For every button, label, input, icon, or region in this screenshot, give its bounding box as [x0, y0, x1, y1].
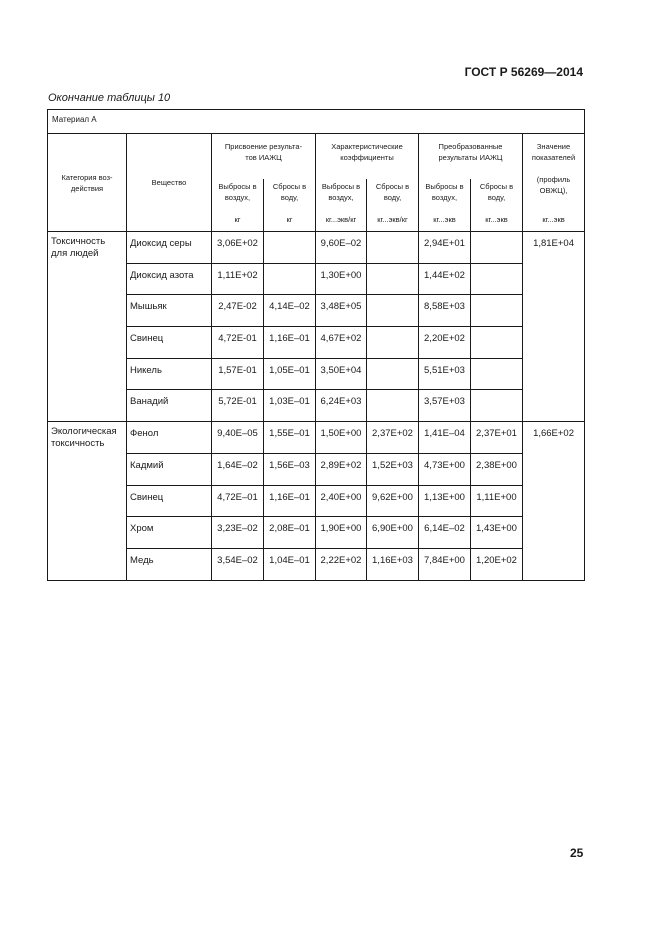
value-cell-c-water: [367, 232, 419, 264]
value-cell-a-air: 3,06E+02: [212, 232, 264, 264]
value-cell-c-air: 2,22E+02: [316, 548, 367, 580]
indicator-cell: 1,81E+04: [523, 232, 585, 422]
value-cell-a-air: 1,11E+02: [212, 263, 264, 295]
header-group-converted: Преобразованные результаты ИАЖЦ: [419, 134, 523, 180]
material-label: Материал А: [48, 110, 585, 134]
value-cell-c-air: 2,89E+02: [316, 453, 367, 485]
header-unit-assign-air: кг: [212, 211, 264, 232]
value-cell-a-water: 4,14E–02: [264, 295, 316, 327]
value-cell-c-water: [367, 295, 419, 327]
indicator-cell: 1,66E+02: [523, 422, 585, 580]
header-unit-char-air: кг...экв/кг: [316, 211, 367, 232]
table-body: [48, 232, 585, 581]
value-cell-p-air: 8,58E+03: [419, 295, 471, 327]
substance-cell: Свинец: [127, 485, 212, 517]
value-cell-a-air: 1,64E–02: [212, 453, 264, 485]
value-cell-p-water: [471, 327, 523, 359]
header-char-water: Сбросы в воду,: [367, 179, 419, 211]
value-cell-c-water: 6,90E+00: [367, 517, 419, 549]
header-unit-char-water: кг...экв/кг: [367, 211, 419, 232]
value-cell-p-water: [471, 358, 523, 390]
substance-cell: Мышьяк: [127, 295, 212, 327]
value-cell-c-air: 1,30E+00: [316, 263, 367, 295]
header-indicator: Значение показателей (профиль ОВЖЦ),: [523, 134, 585, 212]
value-cell-a-air: 4,72E–01: [212, 485, 264, 517]
table-row: [48, 453, 585, 485]
header-unit-conv-air: кг...экв: [419, 211, 471, 232]
header-char-air: Выбросы в воздух,: [316, 179, 367, 211]
value-cell-p-air: 1,13E+00: [419, 485, 471, 517]
substance-cell: Свинец: [127, 327, 212, 359]
value-cell-c-air: 1,50E+00: [316, 422, 367, 454]
substance-cell: Диоксид азота: [127, 263, 212, 295]
value-cell-p-water: 2,37E+01: [471, 422, 523, 454]
value-cell-p-water: [471, 232, 523, 264]
value-cell-p-water: 1,11E+00: [471, 485, 523, 517]
value-cell-p-water: [471, 295, 523, 327]
table-row: [48, 232, 585, 264]
table-caption: Окончание таблицы 10: [48, 92, 171, 104]
value-cell-c-water: [367, 263, 419, 295]
substance-cell: Кадмий: [127, 453, 212, 485]
value-cell-c-water: 9,62E+00: [367, 485, 419, 517]
data-table: [47, 109, 585, 581]
header-assign-water: Сбросы в воду,: [264, 179, 316, 211]
value-cell-a-water: [264, 263, 316, 295]
value-cell-a-air: 4,72E-01: [212, 327, 264, 359]
value-cell-a-air: 2,47E-02: [212, 295, 264, 327]
value-cell-c-water: 2,37E+02: [367, 422, 419, 454]
substance-cell: Никель: [127, 358, 212, 390]
value-cell-p-air: 7,84E+00: [419, 548, 471, 580]
table-row: [48, 295, 585, 327]
value-cell-a-water: 1,04E–01: [264, 548, 316, 580]
value-cell-p-water: [471, 390, 523, 422]
substance-cell: Диоксид серы: [127, 232, 212, 264]
value-cell-p-air: 5,51E+03: [419, 358, 471, 390]
value-cell-a-air: 3,23E–02: [212, 517, 264, 549]
header-category: Категория воз- действия: [48, 134, 127, 232]
header-unit-conv-water: кг...экв: [471, 211, 523, 232]
value-cell-a-water: 1,05E–01: [264, 358, 316, 390]
value-cell-a-water: 1,16E–01: [264, 485, 316, 517]
value-cell-p-air: 1,44E+02: [419, 263, 471, 295]
value-cell-p-air: 1,41E–04: [419, 422, 471, 454]
value-cell-p-water: 1,43E+00: [471, 517, 523, 549]
header-conv-air: Выбросы в воздух,: [419, 179, 471, 211]
category-cell: Экологическая токсичность: [48, 422, 127, 580]
value-cell-a-water: [264, 232, 316, 264]
value-cell-c-air: 2,40E+00: [316, 485, 367, 517]
value-cell-c-air: 3,50E+04: [316, 358, 367, 390]
value-cell-p-air: 6,14E–02: [419, 517, 471, 549]
value-cell-p-water: 1,20E+02: [471, 548, 523, 580]
value-cell-p-air: 2,20E+02: [419, 327, 471, 359]
substance-cell: Фенол: [127, 422, 212, 454]
value-cell-c-air: 4,67E+02: [316, 327, 367, 359]
value-cell-c-air: 1,90E+00: [316, 517, 367, 549]
value-cell-c-water: 1,16E+03: [367, 548, 419, 580]
value-cell-c-water: [367, 327, 419, 359]
header-conv-water: Сбросы в воду,: [471, 179, 523, 211]
value-cell-a-water: 1,16E–01: [264, 327, 316, 359]
value-cell-p-air: 2,94E+01: [419, 232, 471, 264]
value-cell-c-air: 6,24E+03: [316, 390, 367, 422]
value-cell-p-water: [471, 263, 523, 295]
table-row: [48, 485, 585, 517]
value-cell-c-water: [367, 390, 419, 422]
value-cell-c-water: [367, 358, 419, 390]
header-unit-assign-water: кг: [264, 211, 316, 232]
header-unit-indicator: кг...экв: [523, 211, 585, 232]
value-cell-a-air: 1,57E-01: [212, 358, 264, 390]
header-assign-air: Выбросы в воздух,: [212, 179, 264, 211]
substance-cell: Медь: [127, 548, 212, 580]
table-row: [48, 263, 585, 295]
table-row: [48, 358, 585, 390]
value-cell-a-air: 3,54E–02: [212, 548, 264, 580]
value-cell-a-water: 1,56E–03: [264, 453, 316, 485]
page-number: 25: [570, 846, 584, 860]
value-cell-a-air: 9,40E–05: [212, 422, 264, 454]
table-row: [48, 517, 585, 549]
table-row: [48, 327, 585, 359]
category-cell: Токсичность для людей: [48, 232, 127, 422]
value-cell-c-air: 3,48E+05: [316, 295, 367, 327]
value-cell-a-water: 1,03E–01: [264, 390, 316, 422]
value-cell-p-air: 3,57E+03: [419, 390, 471, 422]
standard-number: ГОСТ Р 56269—2014: [464, 65, 583, 79]
substance-cell: Ванадий: [127, 390, 212, 422]
value-cell-c-water: 1,52E+03: [367, 453, 419, 485]
value-cell-a-water: 2,08E–01: [264, 517, 316, 549]
value-cell-p-water: 2,38E+00: [471, 453, 523, 485]
value-cell-a-water: 1,55E–01: [264, 422, 316, 454]
value-cell-c-air: 9,60E–02: [316, 232, 367, 264]
table-row: [48, 548, 585, 580]
header-group-characteristic: Характеристические коэффициенты: [316, 134, 419, 180]
header-substance: Вещество: [127, 134, 212, 232]
value-cell-a-air: 5,72E-01: [212, 390, 264, 422]
table-row: [48, 390, 585, 422]
header-group-assignment: Присвоение результа- тов ИАЖЦ: [212, 134, 316, 180]
substance-cell: Хром: [127, 517, 212, 549]
table-row: [48, 422, 585, 454]
value-cell-p-air: 4,73E+00: [419, 453, 471, 485]
